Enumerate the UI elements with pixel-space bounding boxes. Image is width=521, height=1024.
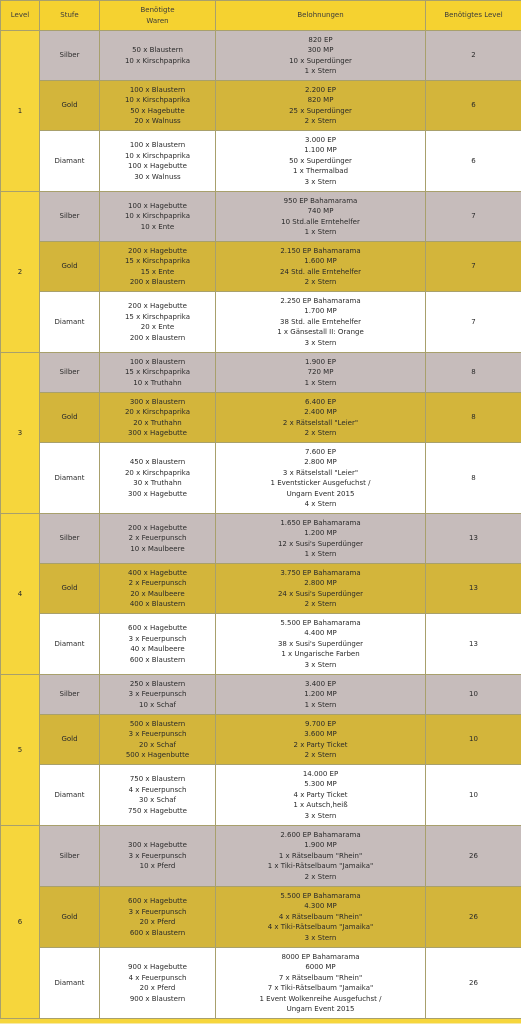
belohnungen-cell — [216, 564, 426, 614]
table-row — [1, 564, 521, 614]
table-row — [1, 131, 521, 192]
waren-cell — [100, 948, 216, 1019]
belohnung-line: 950 EP Bahamarama — [283, 196, 358, 205]
belohnung-line: 3.400 EP — [305, 679, 336, 688]
belohnungen-cell — [216, 131, 426, 192]
belohnung-line: 4 x Tiki-Rätselbaum "Jamaika" — [267, 923, 374, 932]
waren-cell — [100, 514, 216, 564]
waren-line: 500 x Blaustern — [129, 719, 186, 728]
required-level-cell: 6 — [426, 131, 521, 192]
belohnung-line: 3 x Stern — [304, 177, 337, 186]
belohnung-line: 12 x Susi's Superdünger — [277, 539, 364, 548]
required-level-cell: 10 — [426, 675, 521, 715]
stufe-cell: Gold — [40, 564, 100, 614]
belohnung-line: 14.000 EP — [302, 769, 339, 778]
waren-line: 4 x Feuerpunsch — [128, 785, 187, 794]
belohnung-line: 2.800 MP — [304, 458, 337, 466]
belohnung-line: 50 x Superdünger — [289, 156, 352, 165]
required-level-cell: 8 — [426, 393, 521, 443]
belohnung-line: 2 x Stern — [304, 429, 337, 437]
belohnung-line: 5.300 MP — [304, 780, 337, 789]
belohnung-line: 10 Std.alle Erntehelfer — [281, 217, 360, 226]
belohnung-line: 4.400 MP — [304, 629, 337, 638]
waren-line: 10 x Kirschpaprika — [124, 212, 191, 221]
waren-cell — [100, 564, 216, 614]
belohnung-line: 300 MP — [307, 46, 334, 54]
belohnung-line: 3 x Stern — [304, 660, 337, 669]
required-level-cell: 6 — [426, 81, 521, 131]
belohnung-line: 3 x Stern — [304, 338, 337, 347]
waren-line: 30 x Schaf — [139, 796, 176, 804]
belohnung-line: 7.600 EP — [305, 447, 336, 456]
belohnung-line: 2.250 EP Bahamarama — [280, 296, 361, 305]
belohnung-line: 1.200 MP — [304, 690, 337, 699]
waren-cell — [100, 443, 216, 514]
belohnung-line: 38 x Susi's Superdünger — [277, 639, 364, 648]
required-level-cell: 13 — [426, 564, 521, 614]
table-header — [1, 1, 521, 31]
stufe-cell: Gold — [40, 242, 100, 292]
stufe-cell: Diamant — [40, 614, 100, 675]
waren-line: 20 x Kirschpaprika — [124, 468, 191, 477]
waren-line: 100 x Blaustern — [129, 141, 186, 149]
waren-line: 100 x Blaustern — [129, 85, 186, 94]
belohnung-line: 9.700 EP — [305, 719, 336, 728]
belohnung-line: 4 x Rätselbaum "Rhein" — [278, 912, 363, 921]
waren-cell — [100, 675, 216, 715]
belohnung-line: 3 x Stern — [304, 811, 337, 820]
waren-cell — [100, 192, 216, 242]
waren-line: 10 x Ente — [140, 222, 175, 231]
required-level-cell: 26 — [426, 887, 521, 948]
level-cell: 5 — [1, 675, 40, 826]
waren-line: 50 x Blaustern — [132, 46, 183, 54]
belohnung-line: 7 x Rätselbaum "Rhein" — [278, 973, 363, 982]
waren-line: 3 x Feuerpunsch — [128, 690, 187, 699]
belohnung-line: 740 MP — [307, 207, 334, 215]
waren-line: 500 x Hagenbutte — [125, 751, 190, 759]
belohnungen-cell — [216, 614, 426, 675]
belohnungen-cell — [216, 887, 426, 948]
belohnung-line: 1.200 MP — [304, 529, 337, 537]
stufe-cell: Silber — [40, 31, 100, 81]
waren-line: 10 x Kirschpaprika — [124, 151, 191, 160]
waren-line: 600 x Blaustern — [129, 928, 186, 937]
belohnung-line: 2 x Stern — [304, 117, 337, 125]
belohnung-line: 25 x Superdünger — [289, 106, 352, 115]
waren-line: 30 x Walnuss — [134, 172, 181, 181]
required-level-cell: 7 — [426, 192, 521, 242]
belohnung-line: 4 x Stern — [304, 500, 337, 508]
required-level-cell: 8 — [426, 443, 521, 514]
belohnung-line: 3 x Stern — [304, 933, 337, 942]
belohnung-line: 1 x Autsch,heiß — [293, 801, 348, 810]
waren-line: 400 x Blaustern — [129, 600, 186, 608]
header-waren-line: Waren — [146, 16, 169, 25]
belohnung-line: 1.600 MP — [304, 257, 337, 265]
belohnung-line: 2.800 MP — [304, 579, 337, 587]
stufe-cell: Gold — [40, 887, 100, 948]
belohnungen-cell — [216, 514, 426, 564]
waren-cell — [100, 614, 216, 675]
waren-line: 200 x Hagebutte — [128, 523, 187, 532]
belohnung-line: 24 x Susi's Superdünger — [277, 589, 364, 598]
waren-line: 600 x Hagebutte — [128, 897, 187, 905]
table-row — [1, 81, 521, 131]
waren-line: 200 x Blaustern — [129, 333, 186, 342]
stufe-cell: Diamant — [40, 765, 100, 826]
belohnung-line: 4 x Party Ticket — [293, 790, 348, 799]
stufe-cell: Diamant — [40, 948, 100, 1019]
belohnung-line: 1 x Thermalbad — [292, 167, 349, 176]
waren-cell — [100, 81, 216, 131]
belohnung-line: 1.100 MP — [304, 146, 337, 155]
belohnungen-cell — [216, 826, 426, 887]
waren-line: 100 x Hagebutte — [128, 162, 187, 170]
belohnung-line: 1 Eventsticker Ausgefuchst / — [270, 479, 371, 487]
waren-line: 10 x Truthahn — [133, 378, 182, 387]
belohnung-line: 7 x Tiki-Rätselbaum "Jamaika" — [267, 984, 374, 992]
waren-line: 20 x Schaf — [139, 740, 176, 749]
stufe-cell: Gold — [40, 715, 100, 765]
stufe-cell: Silber — [40, 192, 100, 242]
waren-line: 50 x Hagebutte — [130, 106, 185, 115]
belohnung-line: 1 x Stern — [304, 228, 337, 236]
belohnung-line: 2 x Stern — [304, 872, 337, 881]
stufe-cell: Diamant — [40, 292, 100, 353]
belohnung-line: 3.750 EP Bahamarama — [280, 568, 361, 577]
waren-line: 200 x Blaustern — [129, 278, 186, 286]
waren-line: 300 x Hagebutte — [128, 429, 187, 437]
waren-line: 20 x Ente — [140, 323, 175, 331]
level-cell: 4 — [1, 514, 40, 675]
belohnung-line: 2.600 EP Bahamarama — [280, 830, 361, 839]
belohnung-line: 2 x Stern — [304, 751, 337, 759]
waren-cell — [100, 393, 216, 443]
header-belohnungen: Belohnungen — [216, 1, 426, 31]
waren-cell — [100, 715, 216, 765]
waren-line: 3 x Feuerpunsch — [128, 634, 187, 643]
required-level-cell: 10 — [426, 715, 521, 765]
table-row — [1, 31, 521, 81]
level-cell: 1 — [1, 31, 40, 192]
waren-line: 600 x Hagebutte — [128, 624, 187, 632]
waren-line: 4 x Feuerpunsch — [128, 973, 187, 982]
waren-line: 2 x Feuerpunsch — [128, 579, 187, 587]
belohnung-line: Ungarn Event 2015 — [286, 489, 355, 498]
required-level-cell: 7 — [426, 242, 521, 292]
stufe-cell: Silber — [40, 353, 100, 393]
belohnungen-cell — [216, 81, 426, 131]
waren-line: 300 x Hagebutte — [128, 489, 187, 498]
required-level-cell: 13 — [426, 614, 521, 675]
belohnung-line: 1 x Stern — [304, 67, 337, 75]
table-row — [1, 292, 521, 353]
header-waren — [100, 1, 216, 31]
table-row — [1, 353, 521, 393]
belohnungen-cell — [216, 353, 426, 393]
table-row — [1, 514, 521, 564]
waren-line: 15 x Kirschpaprika — [124, 368, 191, 377]
belohnung-line: 720 MP — [307, 368, 334, 377]
table-row — [1, 765, 521, 826]
required-level-cell: 26 — [426, 948, 521, 1019]
waren-cell — [100, 353, 216, 393]
footer-strip — [0, 1019, 521, 1023]
belohnung-line: 3.600 MP — [304, 730, 337, 738]
belohnungen-cell — [216, 31, 426, 81]
waren-line: 2 x Feuerpunsch — [128, 534, 187, 543]
table-row — [1, 675, 521, 715]
table-row — [1, 826, 521, 887]
belohnung-line: 3.000 EP — [305, 135, 336, 144]
waren-line: 15 x Kirschpaprika — [124, 257, 191, 265]
belohnung-line: 38 Std. alle Erntehelfer — [280, 317, 361, 326]
waren-line: 450 x Blaustern — [129, 458, 186, 466]
waren-line: 400 x Hagebutte — [128, 568, 187, 577]
required-level-cell: 26 — [426, 826, 521, 887]
belohnung-line: 5.500 EP Bahamarama — [280, 891, 361, 900]
waren-line: 20 x Walnuss — [134, 117, 181, 125]
belohnung-line: 1.650 EP Bahamarama — [280, 518, 361, 527]
belohnung-line: 820 MP — [307, 96, 334, 104]
table-row — [1, 192, 521, 242]
waren-cell — [100, 765, 216, 826]
waren-line: 900 x Hagebutte — [128, 963, 187, 971]
belohnung-line: 5.500 EP Bahamarama — [280, 618, 361, 627]
waren-line: 250 x Blaustern — [129, 679, 186, 688]
belohnung-line: 1.900 MP — [304, 841, 337, 850]
belohnungen-cell — [216, 242, 426, 292]
waren-cell — [100, 242, 216, 292]
waren-line: 20 x Kirschpaprika — [124, 408, 191, 416]
table-row — [1, 614, 521, 675]
waren-cell — [100, 292, 216, 353]
belohnung-line: Ungarn Event 2015 — [286, 1005, 355, 1013]
belohnung-line: 2 x Rätselstall "Leier" — [282, 418, 359, 427]
header-level: Level — [1, 1, 40, 31]
waren-line: 20 x Pferd — [139, 984, 176, 992]
waren-line: 20 x Pferd — [139, 918, 176, 926]
table-row — [1, 242, 521, 292]
belohnung-line: 1 x Stern — [304, 550, 337, 558]
level-cell: 6 — [1, 826, 40, 1019]
belohnung-line: 1.900 EP — [305, 357, 336, 366]
belohnung-line: 1 x Ungarische Farben — [281, 650, 360, 659]
belohnung-line: 8000 EP Bahamarama — [281, 952, 360, 961]
belohnung-line: 3 x Rätselstall "Leier" — [282, 468, 359, 477]
belohnung-line: 2 x Party Ticket — [293, 740, 348, 749]
belohnung-line: 2.400 MP — [304, 408, 337, 416]
stufe-cell: Silber — [40, 675, 100, 715]
belohnung-line: 1 Event Wolkenreihe Ausgefuchst / — [259, 994, 382, 1003]
belohnungen-cell — [216, 393, 426, 443]
required-level-cell: 10 — [426, 765, 521, 826]
stufe-cell: Gold — [40, 393, 100, 443]
belohnung-line: 1 x Tiki-Rätselbaum "Jamaika" — [267, 862, 374, 871]
waren-line: 10 x Schaf — [139, 700, 176, 709]
waren-line: 20 x Maulbeere — [130, 589, 185, 598]
belohnungen-cell — [216, 765, 426, 826]
waren-line: 10 x Kirschpaprika — [124, 56, 191, 65]
level-cell: 2 — [1, 192, 40, 353]
stufe-cell: Diamant — [40, 443, 100, 514]
waren-line: 3 x Feuerpunsch — [128, 730, 187, 738]
waren-line: 20 x Truthahn — [133, 418, 182, 427]
belohnung-line: 2 x Stern — [304, 600, 337, 608]
belohnung-line: 4.300 MP — [304, 902, 337, 911]
waren-line: 100 x Blaustern — [129, 357, 186, 366]
waren-line: 300 x Blaustern — [129, 397, 186, 406]
waren-line: 750 x Blaustern — [129, 775, 186, 783]
waren-cell — [100, 31, 216, 81]
table-row — [1, 393, 521, 443]
belohnung-line: 1 x Stern — [304, 378, 337, 387]
header-benoetigtes-level: Benötigtes Level — [426, 1, 521, 31]
header-waren-line: Benötigte — [140, 6, 175, 14]
belohnung-line: 2.150 EP Bahamarama — [280, 246, 361, 255]
waren-line: 200 x Hagebutte — [128, 246, 187, 255]
table-row — [1, 887, 521, 948]
belohnung-line: 1 x Stern — [304, 700, 337, 709]
waren-line: 10 x Pferd — [139, 862, 176, 871]
belohnung-line: 6000 MP — [305, 963, 336, 971]
belohnung-line: 24 Std. alle Erntehelfer — [280, 267, 361, 276]
belohnungen-cell — [216, 675, 426, 715]
stufe-cell: Silber — [40, 514, 100, 564]
stufe-cell: Diamant — [40, 131, 100, 192]
waren-line: 600 x Blaustern — [129, 655, 186, 664]
belohnungen-cell — [216, 948, 426, 1019]
stufe-cell: Gold — [40, 81, 100, 131]
belohnungen-cell — [216, 715, 426, 765]
table-row — [1, 715, 521, 765]
belohnung-line: 820 EP — [308, 35, 333, 44]
required-level-cell: 7 — [426, 292, 521, 353]
table-row — [1, 443, 521, 514]
belohnung-line: 6.400 EP — [305, 397, 336, 406]
waren-line: 10 x Maulbeere — [130, 544, 185, 553]
belohnung-line: 1 x Rätselbaum "Rhein" — [278, 851, 363, 860]
waren-line: 300 x Hagebutte — [128, 841, 187, 850]
waren-line: 10 x Kirschpaprika — [124, 96, 191, 104]
stufe-cell: Silber — [40, 826, 100, 887]
required-level-cell: 8 — [426, 353, 521, 393]
waren-cell — [100, 131, 216, 192]
belohnung-line: 1 x Gänsestall II: Orange — [277, 328, 364, 337]
required-level-cell: 2 — [426, 31, 521, 81]
waren-line: 750 x Hagebutte — [128, 806, 187, 815]
waren-cell — [100, 887, 216, 948]
waren-line: 200 x Hagebutte — [128, 302, 187, 310]
waren-line: 40 x Maulbeere — [130, 645, 185, 653]
waren-line: 900 x Blaustern — [129, 994, 186, 1003]
required-level-cell: 13 — [426, 514, 521, 564]
belohnung-line: 10 x Superdünger — [289, 56, 352, 65]
belohnungen-cell — [216, 292, 426, 353]
belohnungen-cell — [216, 192, 426, 242]
waren-line: 15 x Kirschpaprika — [124, 312, 191, 321]
table-body — [1, 31, 521, 1019]
header-stufe: Stufe — [40, 1, 100, 31]
waren-line: 100 x Hagebutte — [128, 201, 187, 210]
belohnung-line: 2.200 EP — [305, 85, 336, 94]
belohnungen-cell — [216, 443, 426, 514]
waren-cell — [100, 826, 216, 887]
table-row — [1, 948, 521, 1019]
level-cell: 3 — [1, 353, 40, 514]
waren-line: 30 x Truthahn — [133, 479, 182, 487]
waren-line: 3 x Feuerpunsch — [128, 907, 187, 916]
waren-line: 15 x Ente — [140, 267, 175, 276]
waren-line: 3 x Feuerpunsch — [128, 851, 187, 860]
belohnung-line: 2 x Stern — [304, 278, 337, 286]
belohnung-line: 1.700 MP — [304, 307, 337, 316]
